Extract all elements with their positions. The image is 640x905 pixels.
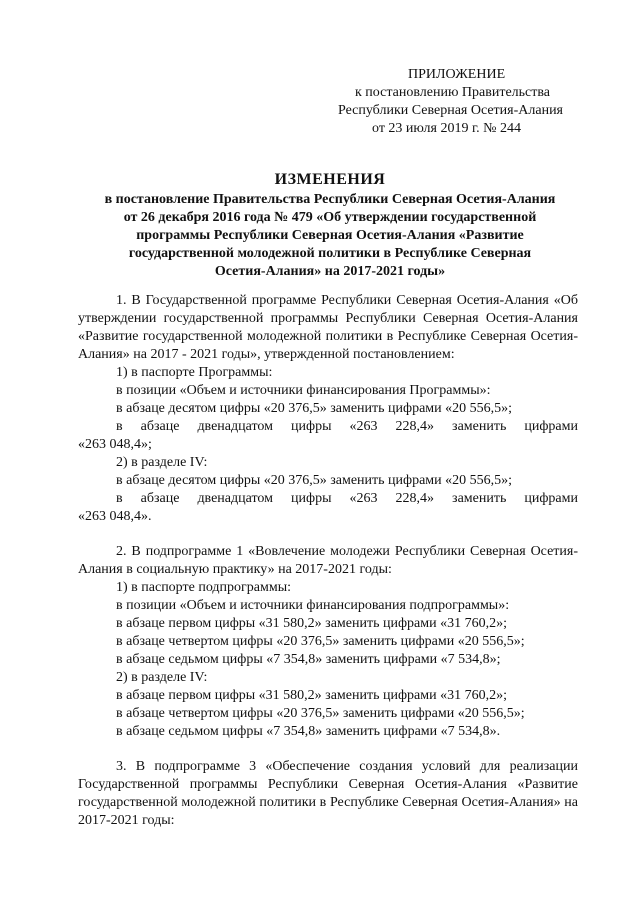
document-body bbox=[78, 292, 578, 830]
section1-item: в абзаце двенадцатом цифры «263 228,4» заменить цифрами bbox=[116, 419, 578, 434]
title-line: от 26 декабря 2016 года № 479 «Об утверждении государственной bbox=[123, 210, 537, 225]
section3-intro: 3. В подпрограмме 3 «Обеспечение создания условий для реализации Государственной программы Республики Северная Осетия-Алания «Развитие государственной молодежной политики в Республике Северная Осетия-Алания» на 2017-2021 годы: bbox=[78, 759, 578, 828]
title-heading: ИЗМЕНЕНИЯ bbox=[274, 171, 386, 188]
section2-item: в абзаце четвертом цифры «20 376,5» заменить цифрами «20 556,5»; bbox=[116, 706, 525, 721]
section2-item: в абзаце четвертом цифры «20 376,5» заменить цифрами «20 556,5»; bbox=[116, 634, 525, 649]
document-title bbox=[60, 171, 600, 281]
section2-item: в абзаце первом цифры «31 580,2» заменить цифрами «31 760,2»; bbox=[116, 616, 507, 631]
section1-item-cont: «263 048,4». bbox=[78, 509, 152, 524]
section2-item: в позиции «Объем и источники финансирования подпрограммы»: bbox=[116, 598, 510, 613]
section2-item: 2) в разделе IV: bbox=[116, 670, 208, 685]
section1-item-cont: «263 048,4»; bbox=[78, 437, 152, 452]
section2-item: в абзаце седьмом цифры «7 354,8» заменить цифрами «7 534,8»; bbox=[116, 652, 501, 667]
title-line: в постановление Правительства Республики Северная Осетия-Алания bbox=[104, 192, 556, 207]
appendix-date: от 23 июля 2019 г. № 244 bbox=[372, 121, 521, 136]
section1-item: в позиции «Объем и источники финансирования Программы»: bbox=[116, 383, 491, 398]
appendix-line: к постановлению Правительства bbox=[355, 85, 551, 100]
section1-item: в абзаце десятом цифры «20 376,5» заменить цифрами «20 556,5»; bbox=[116, 401, 513, 416]
section1-item: в абзаце двенадцатом цифры «263 228,4» заменить цифрами bbox=[116, 491, 578, 506]
paragraph-gap bbox=[78, 526, 578, 543]
section2-item: в абзаце первом цифры «31 580,2» заменить цифрами «31 760,2»; bbox=[116, 688, 507, 703]
section1-item: 2) в разделе IV: bbox=[116, 455, 208, 470]
section2-intro: 2. В подпрограмме 1 «Вовлечение молодежи Республики Северная Осетия-Алания в социальную практику» на 2017-2021 годы: bbox=[78, 544, 578, 577]
appendix-label: ПРИЛОЖЕНИЕ bbox=[408, 67, 506, 82]
title-line: Осетия-Алания» на 2017-2021 годы» bbox=[214, 264, 446, 279]
section1-intro: 1. В Государственной программе Республики Северная Осетия-Алания «Об утверждении государственной программы Республики Северная Осетия-Алания «Развитие государственной молодежной политики в Республике Северная Осетия-Алания» на 2017 - 2021 годы», утвержденной постановлением: bbox=[78, 293, 578, 362]
paragraph-gap bbox=[78, 741, 578, 758]
section2-item: в абзаце седьмом цифры «7 354,8» заменить цифрами «7 534,8». bbox=[116, 724, 501, 739]
section2-item: 1) в паспорте подпрограммы: bbox=[116, 580, 292, 595]
section1-item: в абзаце десятом цифры «20 376,5» заменить цифрами «20 556,5»; bbox=[116, 473, 513, 488]
title-line: государственной молодежной политики в Республике Северная bbox=[128, 246, 532, 261]
appendix-header bbox=[330, 66, 590, 138]
section1-item: 1) в паспорте Программы: bbox=[116, 365, 273, 380]
appendix-line: Республики Северная Осетия-Алания bbox=[338, 103, 563, 118]
title-line: программы Республики Северная Осетия-Алания «Развитие bbox=[136, 228, 524, 243]
